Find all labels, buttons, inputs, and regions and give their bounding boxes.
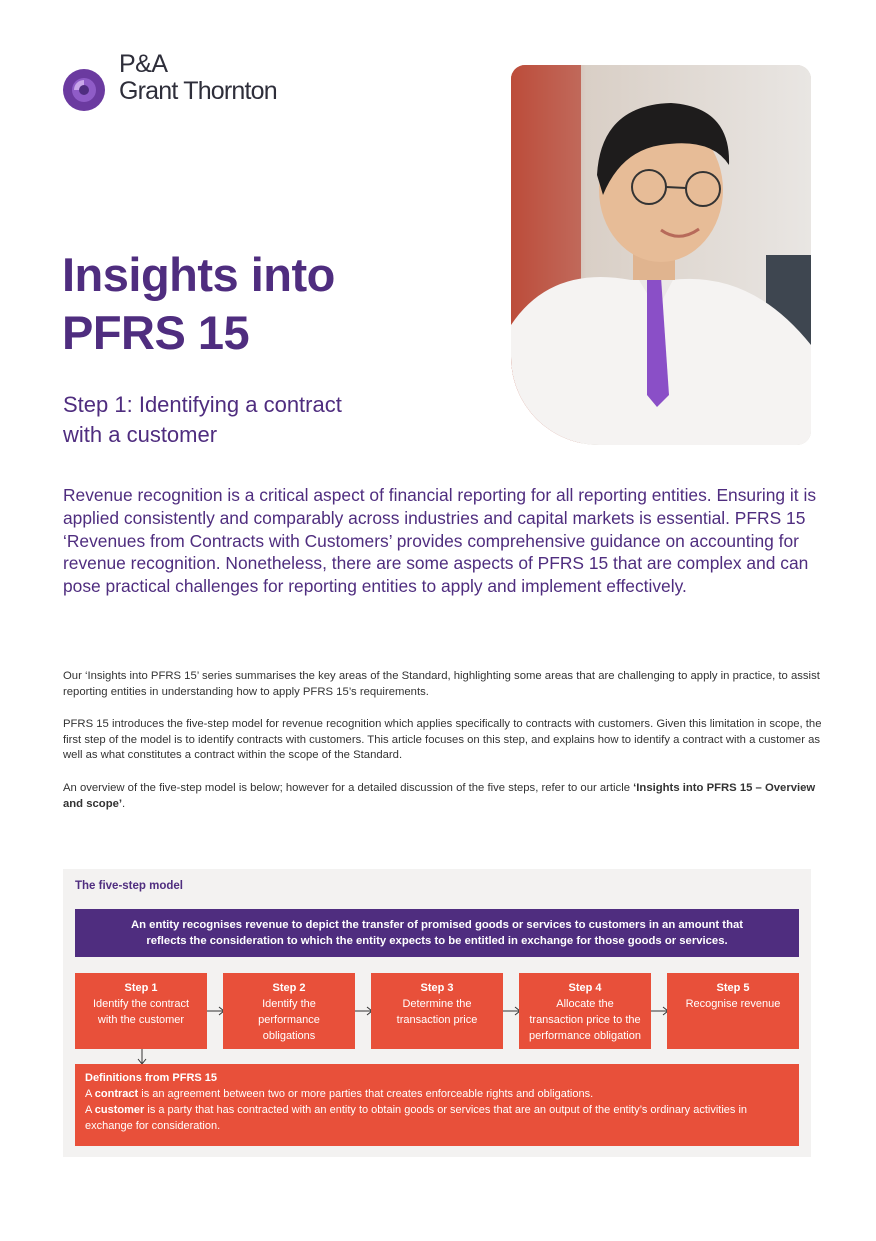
def-term: customer bbox=[94, 1104, 145, 1116]
page-subtitle bbox=[63, 390, 463, 450]
brand-line2: Grant Thornton bbox=[119, 77, 277, 105]
def-text: is a party that has contracted with an entity to obtain goods or services that are an output of the entity’s ordinary activities in exchange for consideration. bbox=[85, 1104, 748, 1132]
definition-customer bbox=[85, 1102, 789, 1134]
brand-logo bbox=[62, 48, 322, 118]
body-paragraph-1: Our ‘Insights into PFRS 15’ series summarises the key areas of the Standard, highlighting some areas that are challenging to apply in practice, to assist reporting entities in understanding how to apply PFRS 15’s requirements. bbox=[63, 670, 820, 698]
step-text: Identify the contract bbox=[93, 998, 189, 1010]
step-text: Recognise revenue bbox=[685, 998, 781, 1010]
step-text: transaction price to the bbox=[529, 1014, 641, 1026]
p3-text-start: An overview of the five-step model is below; however for a detailed discussion of the five steps, refer to our article bbox=[63, 782, 634, 794]
p3-text-end: . bbox=[122, 797, 126, 810]
step-2-box bbox=[223, 973, 355, 1049]
step-4-box bbox=[519, 973, 651, 1049]
step-text: performance obligation bbox=[529, 1030, 641, 1042]
article-link[interactable]: ‘Insights into PFRS 15 – Overview and scope’ bbox=[63, 782, 816, 810]
title-line2: PFRS 15 bbox=[62, 306, 250, 359]
definitions-title: Definitions from PFRS 15 bbox=[85, 1072, 218, 1084]
step-1-box bbox=[75, 973, 207, 1049]
page-title bbox=[62, 246, 482, 362]
hero-photo bbox=[511, 65, 811, 445]
brand-line1: P&A bbox=[119, 50, 168, 78]
def-text: A bbox=[85, 1104, 95, 1116]
step-3-box bbox=[371, 973, 503, 1049]
step-text: Determine the bbox=[402, 998, 472, 1010]
def-text: A bbox=[85, 1088, 95, 1100]
step-label: Step 3 bbox=[420, 982, 454, 994]
step-label: Step 4 bbox=[568, 982, 602, 994]
def-text: is an agreement between two or more parties that creates enforceable rights and obligations. bbox=[138, 1088, 594, 1100]
person-photo-icon bbox=[511, 65, 811, 445]
step-label: Step 2 bbox=[272, 982, 306, 994]
step-text: Identify the bbox=[262, 998, 316, 1010]
step-text: with the customer bbox=[97, 1014, 185, 1026]
five-step-model bbox=[63, 869, 811, 1157]
step-text: Allocate the bbox=[556, 998, 614, 1010]
def-term: contract bbox=[94, 1088, 139, 1100]
body-paragraph-3 bbox=[63, 781, 823, 812]
step-text: transaction price bbox=[396, 1014, 478, 1026]
banner-line1: An entity recognises revenue to depict the transfer of promised goods or services to customers in an amount that bbox=[130, 919, 744, 931]
step-label: Step 5 bbox=[716, 982, 750, 994]
subtitle-line1: Step 1: Identifying a contract bbox=[63, 392, 342, 417]
grant-thornton-logo-icon bbox=[62, 68, 106, 112]
model-title: The five-step model bbox=[75, 880, 183, 892]
title-line1: Insights into bbox=[62, 248, 335, 301]
step-label: Step 1 bbox=[124, 982, 158, 994]
definitions-box bbox=[75, 1064, 799, 1146]
arrow-down-icon bbox=[137, 1049, 147, 1065]
body-paragraph-2: PFRS 15 introduces the five-step model for revenue recognition which applies specifically to contracts with customers. Given this limitation in scope, the first step of the model is to identify contracts with customers. This article focuses on this step, and explains how to identify a contract with a customer as well as what constitutes a contract within the scope of the Standard. bbox=[63, 718, 822, 761]
step-text: performance bbox=[258, 1014, 320, 1026]
step-5-box bbox=[667, 973, 799, 1049]
subtitle-line2: with a customer bbox=[63, 422, 218, 447]
model-banner bbox=[75, 909, 799, 957]
banner-line2: reflects the consideration to which the entity expects to be entitled in exchange for those goods or services. bbox=[146, 935, 728, 947]
step-text: obligations bbox=[262, 1030, 316, 1042]
definition-contract bbox=[85, 1086, 789, 1102]
lead-paragraph: Revenue recognition is a critical aspect of financial reporting for all reporting entities. Ensuring it is applied consistently and comparably across industries and capital markets is essential. PFRS 15 ‘Revenues from Contracts with Customers’ provides comprehensive guidance on accounting for revenue recognition. Nonetheless, there are some aspects of PFRS 15 that are complex and can pose practical challenges for reporting entities to apply and implement effectively. bbox=[63, 485, 817, 597]
